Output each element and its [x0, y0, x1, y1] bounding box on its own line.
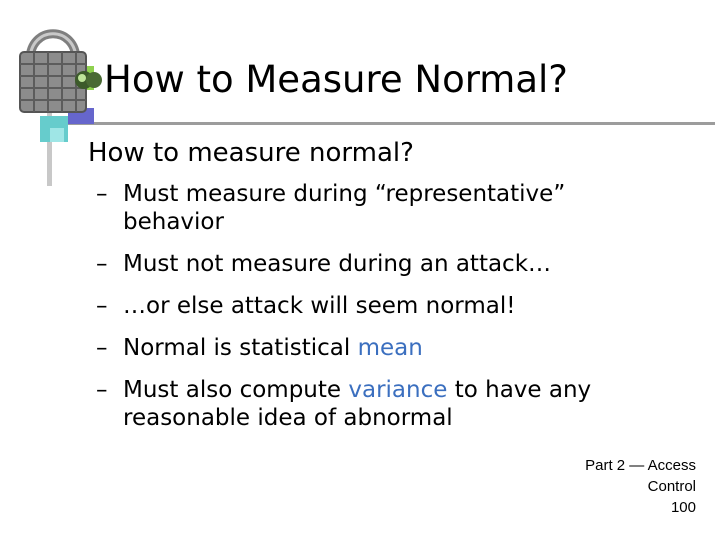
sub-bullet-1 — [96, 180, 656, 236]
dash-bullet-icon: – — [96, 335, 108, 361]
sub-bullet-list — [96, 180, 656, 446]
sub-bullet-text: to have any reasonable idea of abnormal — [123, 377, 592, 431]
sub-bullet-2 — [96, 250, 656, 278]
footer-section-line2: Control — [647, 478, 696, 495]
sub-bullet-4 — [96, 334, 656, 362]
sub-bullet-3 — [96, 292, 656, 320]
dash-bullet-icon: – — [96, 377, 108, 403]
footer-section-line1: Part 2 — Access — [585, 457, 696, 474]
sub-bullet-text: …or else attack will seem normal! — [123, 293, 516, 319]
sub-bullet-text: Must not measure during an attack… — [123, 251, 552, 277]
title-bullet-icon — [75, 71, 102, 89]
title-underline-rule — [40, 122, 715, 125]
sub-bullet-text: Must also compute — [123, 377, 349, 403]
dash-bullet-icon: – — [96, 251, 108, 277]
dash-bullet-icon: – — [96, 293, 108, 319]
sub-bullet-text: Normal is statistical — [123, 335, 358, 361]
main-bullet: How to measure normal? — [88, 138, 414, 168]
slide-footer — [585, 455, 696, 518]
dash-bullet-icon: – — [96, 181, 108, 207]
page-number: 100 — [670, 499, 696, 516]
slide-title: How to Measure Normal? — [104, 58, 568, 101]
padlock-icon — [20, 34, 86, 112]
cyan-small-square-icon — [50, 128, 64, 142]
highlight-term-mean: mean — [357, 335, 423, 361]
sub-bullet-5 — [96, 376, 656, 432]
highlight-term-variance: variance — [348, 377, 448, 403]
sub-bullet-text: Must measure during “representative” behavior — [123, 181, 566, 235]
